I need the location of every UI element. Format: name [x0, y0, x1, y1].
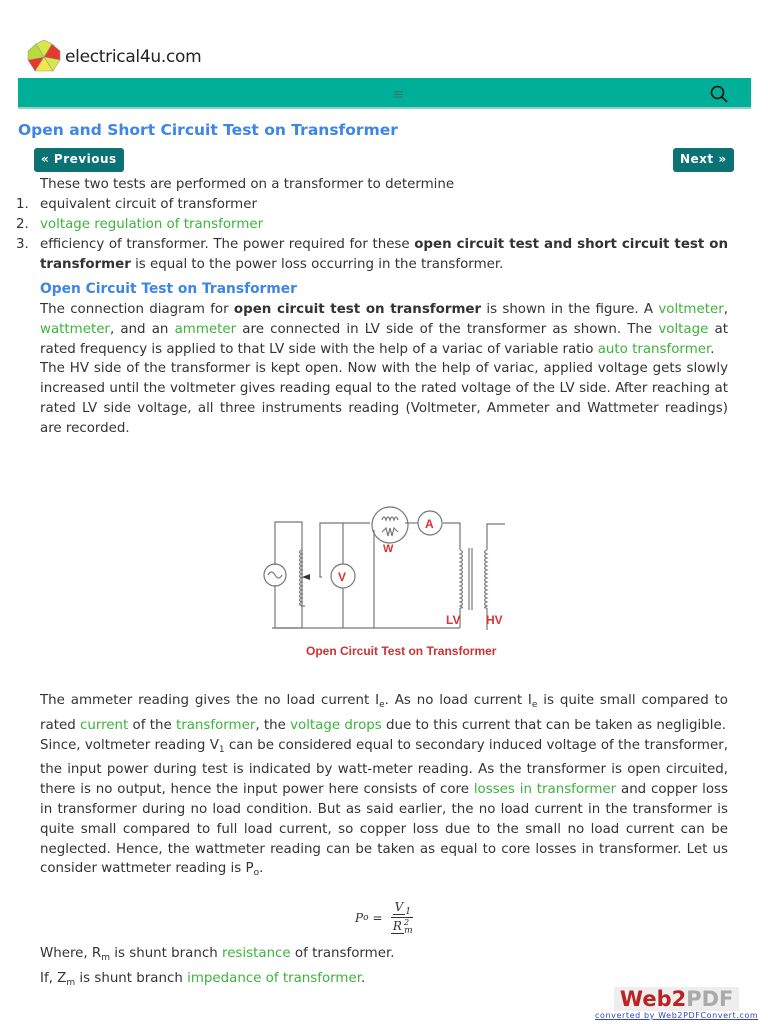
inline-link[interactable]: voltmeter — [658, 302, 724, 317]
inline-link[interactable]: voltage — [658, 321, 709, 337]
text-segment: m — [66, 977, 76, 988]
text-segment: . — [259, 861, 264, 877]
text-segment: The ammeter reading gives the no load current I — [40, 693, 380, 708]
text-segment: m — [101, 953, 111, 963]
text-segment: , — [723, 302, 728, 317]
ammeter-label: A — [425, 517, 434, 531]
inline-link[interactable]: ammeter — [174, 321, 237, 337]
intro-text: These two tests are performed on a transformer to determine — [40, 177, 455, 192]
text-segment: o — [253, 868, 260, 879]
text-segment: , the — [255, 717, 291, 733]
bold-text: open circuit test on transformer — [233, 302, 482, 317]
paragraph — [40, 944, 728, 969]
text-segment: 1 — [218, 744, 225, 755]
text-segment: . As no load current I — [384, 693, 532, 708]
paragraph — [40, 691, 728, 736]
list-text — [40, 215, 728, 235]
list-number: 1. — [16, 197, 29, 212]
list-item — [16, 235, 728, 275]
inline-link[interactable]: resistance — [221, 946, 291, 961]
reading-explanation — [40, 691, 728, 884]
text-segment: Where, R — [40, 946, 102, 961]
web2pdf-watermark — [595, 987, 758, 1020]
inline-link[interactable]: losses in transformer — [473, 782, 617, 798]
next-button[interactable]: Next » — [673, 148, 734, 172]
list-number: 3. — [16, 237, 29, 252]
list-item — [16, 215, 728, 235]
text-segment: . — [360, 970, 366, 986]
text-segment: e — [379, 700, 385, 710]
inline-link[interactable]: auto transformer — [597, 341, 711, 357]
text-segment: . — [710, 341, 715, 357]
bold-text: open circuit test and short circuit test on transformer — [40, 237, 729, 272]
text-segment: efficiency of transformer. The power required for these — [40, 237, 415, 252]
web2pdf-link[interactable]: converted by Web2PDFConvert.com — [595, 1011, 759, 1020]
paragraph — [40, 359, 728, 438]
text-segment: , and an — [109, 321, 175, 337]
text-segment: and copper loss in transformer during no load condition. But as said earlier, the no load current in the transformer is quite small compared to full load current, so copper loss due to the small no load current can be neglected. Hence, the wattmeter reading can be taken as equal to core losses in transformer. Let us consider wattmeter reading is P — [40, 782, 728, 877]
inline-link[interactable]: voltage drops — [290, 717, 382, 733]
wattmeter-label: W — [383, 543, 394, 555]
formula-num: V — [394, 900, 404, 914]
paragraph — [40, 736, 728, 885]
text-segment: of transformer. — [290, 946, 395, 961]
hv-label: HV — [486, 613, 503, 627]
text-segment: can be considered equal to secondary induced voltage of the transformer, the input power during test is indicated by watt-meter reading. As the transformer is open circuited, there is no output, hence the input power here consists of core — [40, 737, 728, 798]
text-segment: is quite small compared to rated — [40, 693, 729, 733]
text-segment: The HV side of the transformer is kept open. Now with the help of variac, applied voltage gets slowly increased until the voltmeter gives reading equal to the rated voltage of the LV side. After reaching at rated LV side voltage, all three instruments reading (Voltmeter, Ammeter and Wattmeter readings) are recorded. — [40, 361, 728, 436]
inline-link[interactable]: impedance of transformer — [187, 970, 361, 986]
text-segment: If, Z — [40, 970, 67, 986]
logo-hexagon-icon — [25, 38, 63, 76]
formula-num-sub: 1 — [405, 907, 411, 917]
text-segment: due to this current that can be taken as negligible. — [381, 717, 726, 733]
previous-button[interactable]: « Previous — [34, 148, 124, 172]
list-item — [16, 195, 728, 215]
section-heading: Open Circuit Test on Transformer — [40, 281, 297, 297]
text-segment: at rated frequency is applied to that LV side with the help of a variac of variable ratio — [40, 321, 728, 357]
menu-icon[interactable]: ≡ — [392, 85, 405, 103]
list-text — [40, 195, 728, 215]
formula-eq: = — [372, 911, 383, 925]
lv-label: LV — [446, 613, 461, 627]
formula-den-sub: m — [404, 926, 413, 936]
text-segment: is shown in the figure. A — [481, 302, 659, 317]
text-segment: is shunt branch — [75, 970, 188, 986]
diagram-caption: Open Circuit Test on Transformer — [306, 644, 497, 658]
paragraph — [40, 300, 728, 359]
text-segment: is shunt branch — [110, 946, 222, 961]
site-name: electrical4u.com — [65, 47, 202, 67]
list-number: 2. — [16, 217, 29, 232]
inline-link[interactable]: current — [79, 717, 129, 733]
voltmeter-label: V — [338, 570, 347, 584]
text-segment: Since, voltmeter reading V — [40, 737, 219, 753]
site-logo[interactable] — [25, 38, 201, 76]
inline-link[interactable]: wattmeter — [40, 321, 110, 337]
web2pdf-logo: Web2PDF — [614, 987, 739, 1011]
list-text — [40, 235, 728, 275]
page-title: Open and Short Circuit Test on Transformer — [18, 121, 398, 139]
text-segment: equivalent circuit of transformer — [40, 197, 257, 212]
inline-link[interactable]: voltage regulation of transformer — [40, 217, 264, 232]
nav-bar — [18, 78, 751, 109]
text-segment: The connection diagram for — [40, 302, 234, 317]
text-segment: e — [531, 700, 538, 710]
formula — [355, 900, 413, 936]
formula-lhs: P — [355, 911, 364, 925]
formula-lhs-sub: o — [363, 913, 369, 923]
oc-description — [40, 300, 728, 439]
search-icon[interactable] — [709, 84, 729, 104]
formula-den-sup: 2 — [403, 918, 410, 927]
inline-link[interactable]: transformer — [175, 717, 256, 733]
formula-den: R — [392, 919, 402, 933]
circuit-diagram — [250, 500, 520, 669]
text-segment: are connected in LV side of the transformer as shown. The — [236, 321, 659, 337]
text-segment: of the — [128, 717, 176, 733]
text-segment: is equal to the power loss occurring in the transformer. — [130, 257, 504, 272]
